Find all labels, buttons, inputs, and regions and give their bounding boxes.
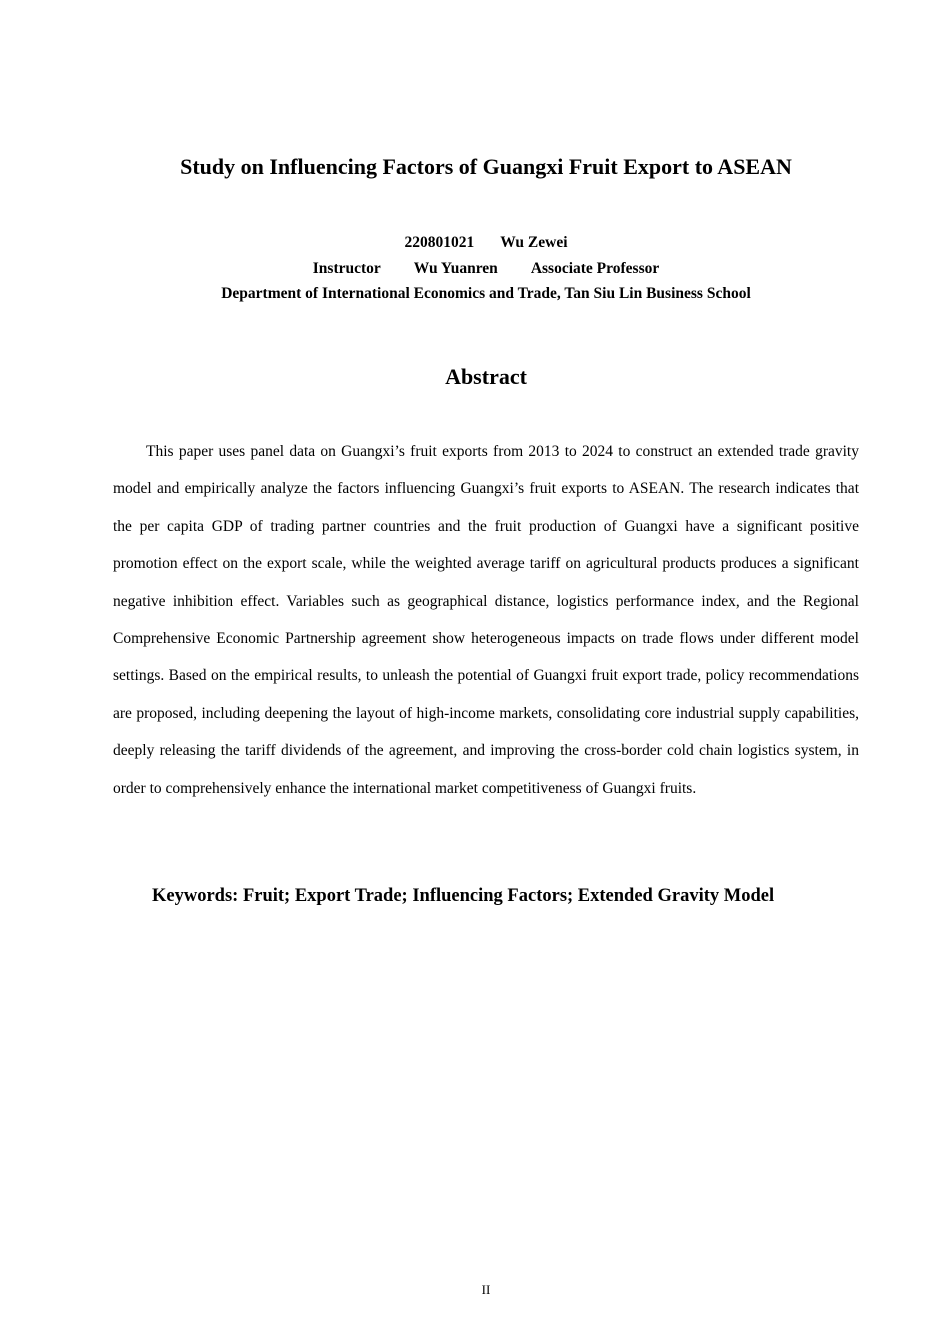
abstract-heading: Abstract: [445, 364, 527, 389]
instructor-line: [0, 256, 950, 282]
author-name: Wu Zewei: [500, 234, 568, 251]
instructor-label: Instructor: [312, 259, 381, 277]
abstract-body: This paper uses panel data on Guangxi’s fruit exports from 2013 to 2024 to construct an extended trade gravity model and empirically analyze the factors influencing Guangxi’s fruit exports to ASEAN. The research indicates that the per capita GDP of trading partner countries and the fruit production of Guangxi have a significant positive promotion effect on the export scale, while the weighted average tariff on agricultural products produces a significant negative inhibition effect. Variables such as geographical distance, logistics performance index, and the Regional Comprehensive Economic Partnership agreement show heterogeneous impacts on trade flows under different model settings. Based on the empirical results, to unleash the potential of Guangxi fruit export trade, policy recommendations are proposed, including deepening the layout of high-income markets, consolidating core industrial supply capabilities, deeply releasing the tariff dividends of the agreement, and improving the cross-border cold chain logistics system, in order to comprehensively enhance the international market competitiveness of Guangxi fruits.: [113, 443, 859, 797]
paper-title: Study on Influencing Factors of Guangxi Fruit Export to ASEAN: [180, 154, 792, 179]
instructor-title: Associate Professor: [530, 259, 660, 277]
keywords-text: Fruit; Export Trade; Influencing Factors; Extended Gravity Model: [242, 886, 775, 906]
author-line: [0, 230, 950, 256]
instructor-name: Wu Yuanren: [413, 259, 498, 277]
keywords-line: [152, 882, 872, 910]
keywords-label: Keywords:: [152, 886, 239, 906]
author-block: [0, 230, 950, 307]
student-id: 220801021: [404, 234, 475, 251]
department-line: Department of International Economics and Trade, Tan Siu Lin Business School: [221, 285, 751, 302]
page-number: II: [481, 1282, 491, 1297]
